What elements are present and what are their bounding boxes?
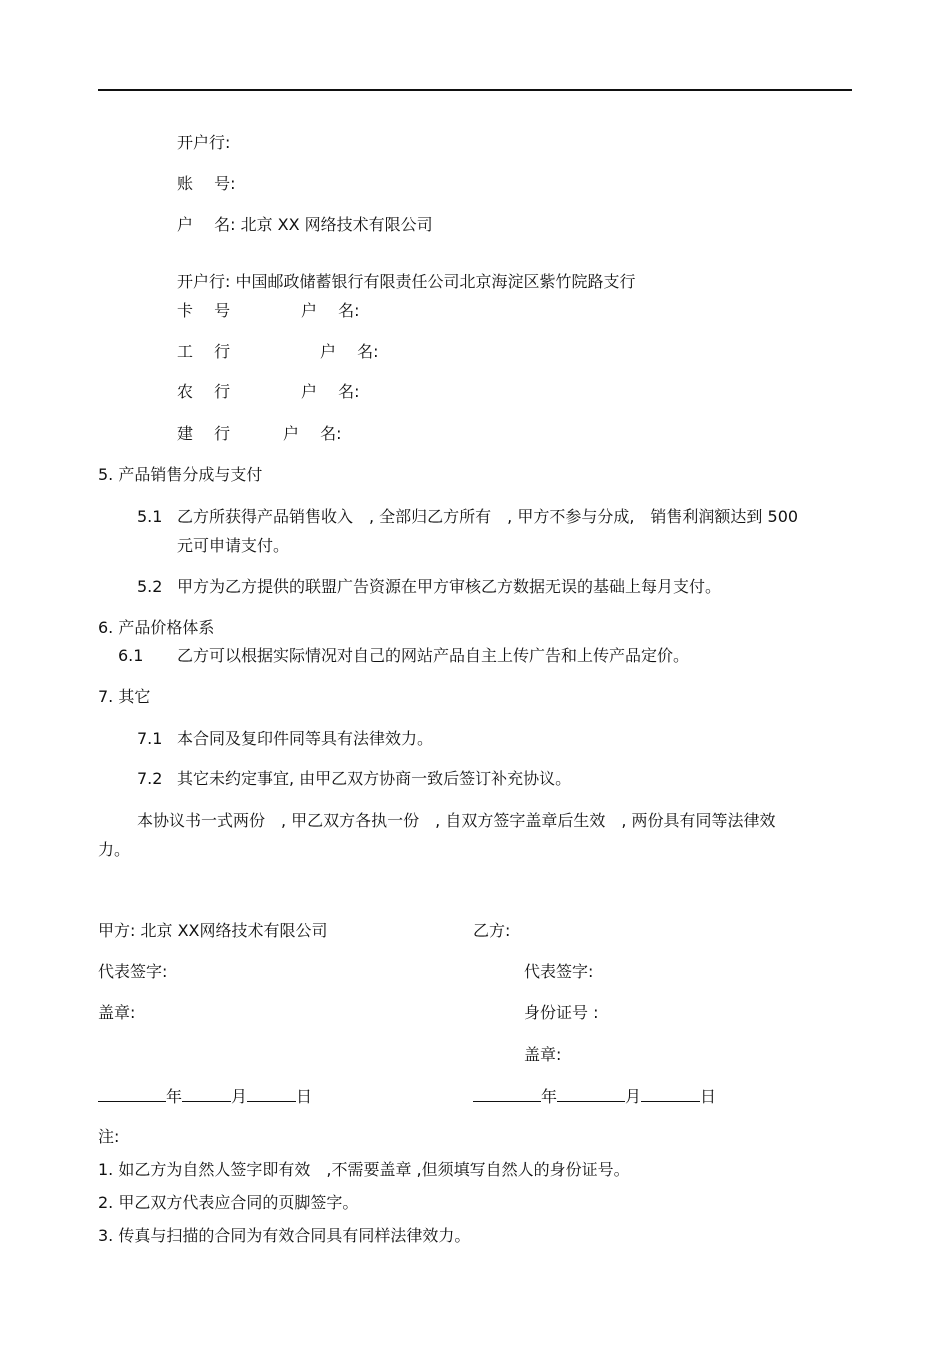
- account-number-label: 账 号:: [177, 174, 236, 193]
- year-blank[interactable]: [473, 1085, 541, 1102]
- item-6-1-number: 6.1: [118, 646, 144, 665]
- section-5-heading: 5. 产品销售分成与支付: [98, 465, 263, 484]
- party-b-label: 乙方:: [473, 921, 511, 940]
- month-label: 月: [625, 1087, 642, 1106]
- day-blank[interactable]: [247, 1085, 296, 1102]
- postal-bank-line: 开户行: 中国邮政储蓄银行有限责任公司北京海淀区紫竹院路支行: [177, 272, 636, 291]
- note-1: 1. 如乙方为自然人签字即有效 ,不需要盖章 ,但须填写自然人的身份证号。: [98, 1160, 630, 1179]
- abc-account-name-label: 户 名:: [301, 382, 360, 401]
- month-blank[interactable]: [182, 1085, 231, 1102]
- month-blank[interactable]: [557, 1085, 625, 1102]
- month-label: 月: [231, 1087, 248, 1106]
- day-label: 日: [700, 1087, 717, 1106]
- note-3: 3. 传真与扫描的合同为有效合同具有同样法律效力。: [98, 1226, 471, 1245]
- item-7-1-number: 7.1: [137, 729, 163, 748]
- ccb-label: 建 行: [177, 424, 231, 443]
- item-7-2-number: 7.2: [137, 769, 163, 788]
- card-number-label: 卡 号: [177, 301, 231, 320]
- card-account-name-label: 户 名:: [301, 301, 360, 320]
- icbc-account-name-label: 户 名:: [320, 342, 379, 361]
- bank-branch-label: 开户行:: [177, 133, 231, 152]
- account-name-line: 户 名: 北京 XX 网络技术有限公司: [177, 215, 433, 234]
- item-5-1-number: 5.1: [137, 507, 163, 526]
- party-a-name: 甲方: 北京 XX网络技术有限公司: [98, 921, 328, 940]
- party-b-id-number-label: 身份证号 :: [524, 1003, 599, 1022]
- year-label: 年: [166, 1087, 183, 1106]
- item-6-1-text: 乙方可以根据实际情况对自己的网站产品自主上传广告和上传产品定价。: [177, 646, 690, 665]
- section-7-heading: 7. 其它: [98, 687, 151, 706]
- note-2: 2. 甲乙双方代表应合同的页脚签字。: [98, 1193, 359, 1212]
- item-7-2-text: 其它未约定事宜, 由甲乙双方协商一致后签订补充协议。: [177, 769, 572, 788]
- header-rule: [98, 89, 852, 91]
- party-b-seal-label: 盖章:: [524, 1045, 562, 1064]
- item-5-1-text-cont: 元可申请支付。: [177, 536, 290, 555]
- ccb-account-name-label: 户 名:: [283, 424, 342, 443]
- day-label: 日: [296, 1087, 313, 1106]
- item-5-2-number: 5.2: [137, 577, 163, 596]
- notes-heading: 注:: [98, 1127, 120, 1146]
- party-a-date-line: [98, 1085, 312, 1107]
- party-b-date-line: [473, 1085, 716, 1107]
- party-b-representative-label: 代表签字:: [524, 962, 594, 981]
- abc-label: 农 行: [177, 382, 231, 401]
- day-blank[interactable]: [641, 1085, 700, 1102]
- item-7-1-text: 本合同及复印件同等具有法律效力。: [177, 729, 434, 748]
- year-blank[interactable]: [98, 1085, 166, 1102]
- icbc-label: 工 行: [177, 342, 231, 361]
- item-5-1-text: 乙方所获得产品销售收入 , 全部归乙方所有 , 甲方不参与分成, 销售利润额达到 500: [177, 507, 799, 526]
- party-a-seal-label: 盖章:: [98, 1003, 136, 1022]
- year-label: 年: [541, 1087, 558, 1106]
- closing-paragraph: 本协议书一式两份 , 甲乙双方各执一份 , 自双方签字盖章后生效 , 两份具有同等法律效: [137, 811, 776, 830]
- closing-paragraph-cont: 力。: [98, 840, 131, 859]
- section-6-heading: 6. 产品价格体系: [98, 618, 215, 637]
- item-5-2-text: 甲方为乙方提供的联盟广告资源在甲方审核乙方数据无误的基础上每月支付。: [177, 577, 722, 596]
- party-a-representative-label: 代表签字:: [98, 962, 168, 981]
